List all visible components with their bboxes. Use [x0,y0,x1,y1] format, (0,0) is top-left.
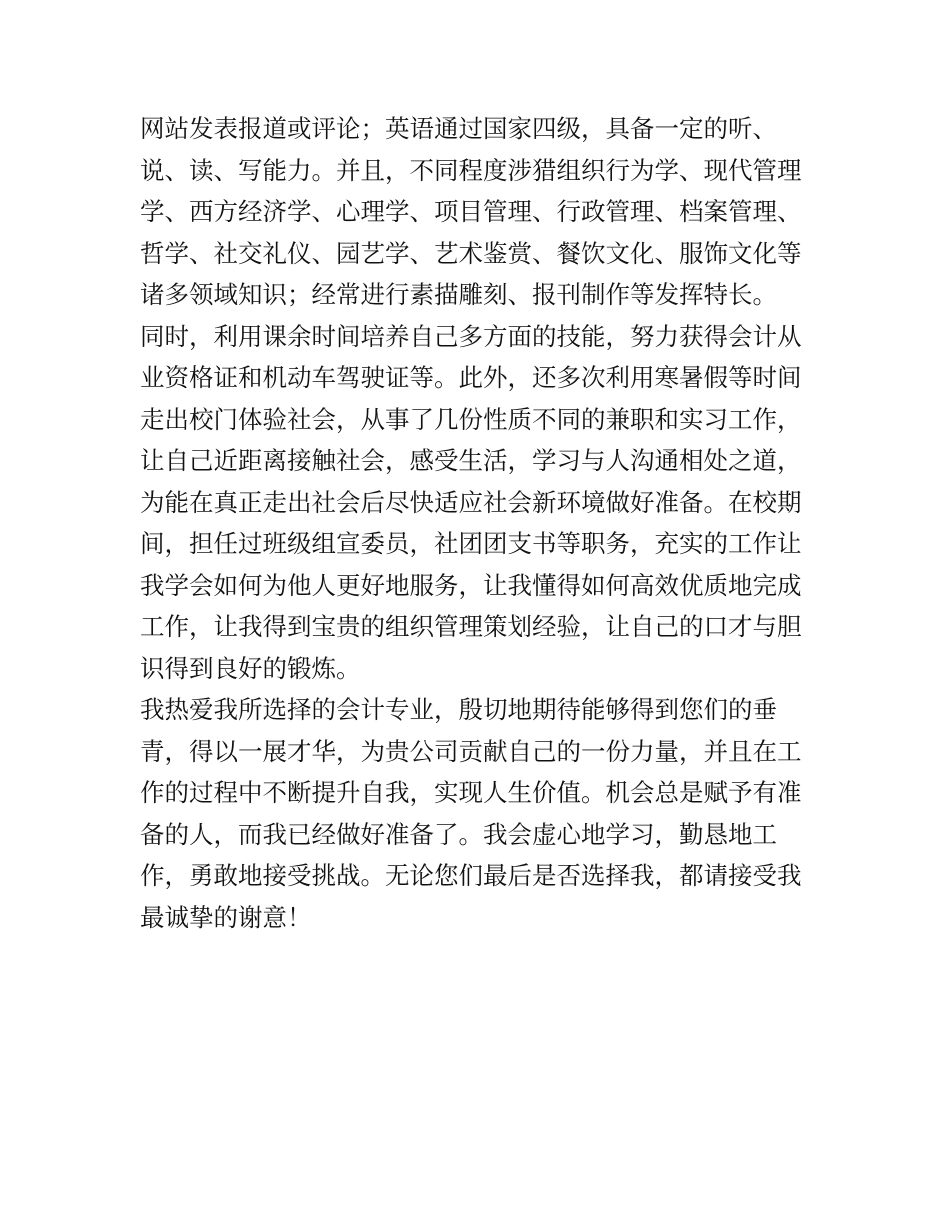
text-line: 备的人，而我已经做好准备了。我会虚心地学习，勤恳地工 [140,819,777,849]
text-line: 作的过程中不断提升自我，实现人生价值。机会总是赋予有准 [140,778,802,807]
text-line: 识得到良好的锻炼。 [140,653,361,683]
text-line: 哲学、社交礼仪、园艺学、艺术鉴赏、餐饮文化、服饰文化等 [140,238,802,268]
text-line: 我热爱我所选择的会计专业，殷切地期待能够得到您们的垂 [140,695,777,724]
text-line: 网站发表报道或评论；英语通过国家四级，具备一定的听、 [140,114,777,143]
text-line: 学、西方经济学、心理学、项目管理、行政管理、档案管理、 [140,197,802,226]
body-text [140,108,820,938]
text-line: 让自己近距离接触社会，感受生活，学习与人沟通相处之道， [140,446,802,475]
text-line: 我学会如何为他人更好地服务，让我懂得如何高效优质地完成 [140,570,802,600]
text-line: 说、读、写能力。并且，不同程度涉猎组织行为学、现代管理 [140,155,802,185]
text-line: 青，得以一展才华，为贵公司贡献自己的一份力量，并且在工 [140,736,802,766]
text-line: 为能在真正走出社会后尽快适应社会新环境做好准备。在校期 [140,487,802,517]
text-line: 最诚挚的谢意！ [140,902,312,932]
text-line: 作，勇敢地接受挑战。无论您们最后是否选择我，都请接受我 [140,861,802,890]
text-line: 诸多领域知识；经常进行素描雕刻、报刊制作等发挥特长。 [140,280,777,309]
text-line: 工作，让我得到宝贵的组织管理策划经验，让自己的口才与胆 [140,612,802,641]
text-line: 间，担任过班级组宣委员，社团团支书等职务，充实的工作让 [140,529,802,558]
text-line: 同时，利用课余时间培养自己多方面的技能，努力获得会计从 [140,321,802,351]
text-line: 走出校门体验社会，从事了几份性质不同的兼职和实习工作， [140,404,802,434]
text-line: 业资格证和机动车驾驶证等。此外，还多次利用寒暑假等时间 [140,363,802,392]
